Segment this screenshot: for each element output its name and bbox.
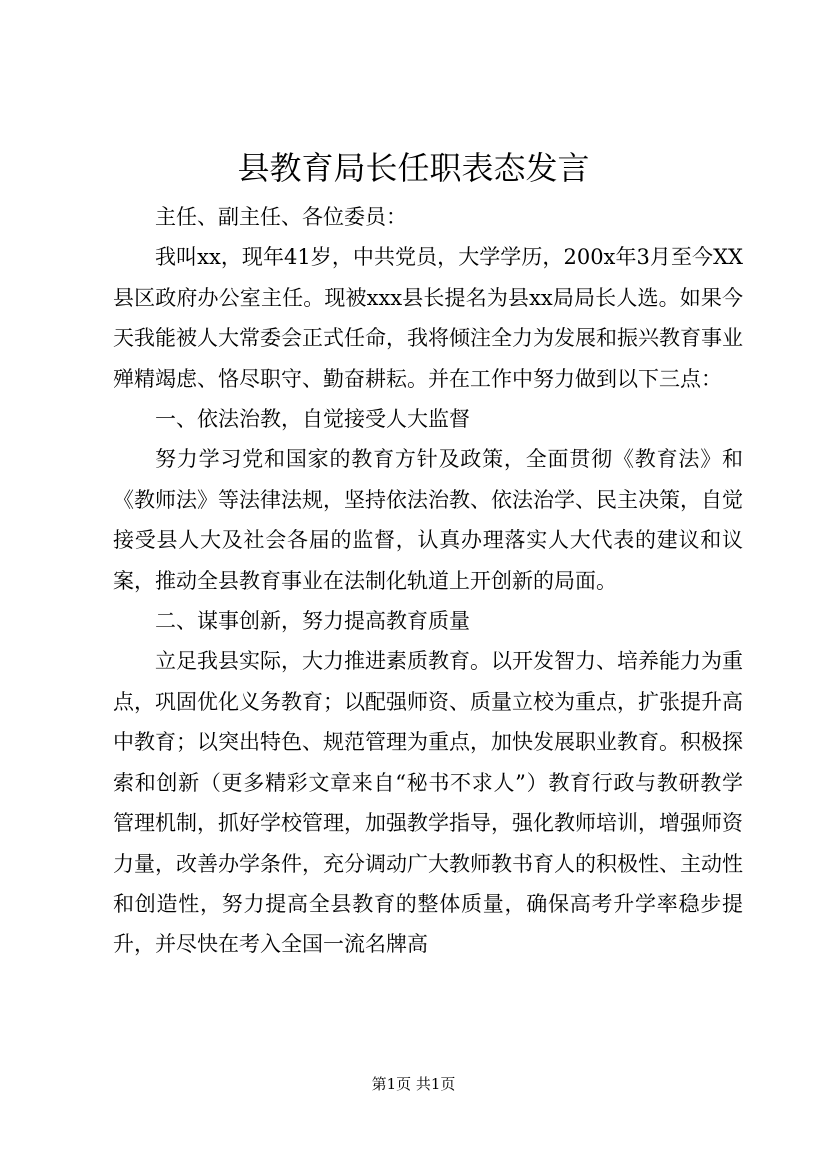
section-heading-1: 一、依法治教，自觉接受人大监督 — [155, 407, 470, 432]
document-body — [113, 197, 743, 965]
paragraph-section-2: 立足我县实际，大力推进素质教育。以开发智力、培养能力为重点，巩固优化义务教育；以配强师资、质量立校为重点，扩张提升高中教育；以突出特色、规范管理为重点，加快发展职业教育。积极探索和创新（更多精彩文章来自“秘书不求人”）教育行政与教研教学管理机制，抓好学校管理，加强教学指导，强化教师培训，增强师资力量，改善办学条件，充分调动广大教师教书育人的积极性、主动性和创造性，努力提高全县教育的整体质量，确保高考升学率稳步提升，并尽快在考入全国一流名牌高 — [113, 649, 743, 957]
salutation: 主任、副主任、各位委员： — [155, 205, 407, 229]
paragraph-intro: 我叫xx，现年41岁，中共党员，大学学历，200x年3月至今XX县区政府办公室主任。现被xxx县长提名为县xx局局长人选。如果今天我能被人大常委会正式任命，我将倾注全力为发展和振兴教育事业殚精竭虑、恪尽职守、勤奋耕耘。并在工作中努力做到以下三点： — [113, 245, 743, 391]
document-title: 县教育局长任职表态发言 — [237, 149, 590, 187]
section-heading-2: 二、谋事创新，努力提高教育质量 — [155, 609, 470, 634]
paragraph-section-1: 努力学习党和国家的教育方针及政策，全面贯彻《教育法》和《教师法》等法律法规，坚持依法治教、依法治学、民主决策，自觉接受县人大及社会各届的监督，认真办理落实人大代表的建议和议案，推动全县教育事业在法制化轨道上开创新的局面。 — [113, 447, 743, 593]
page-footer: 第1页 共1页 — [371, 1075, 456, 1093]
